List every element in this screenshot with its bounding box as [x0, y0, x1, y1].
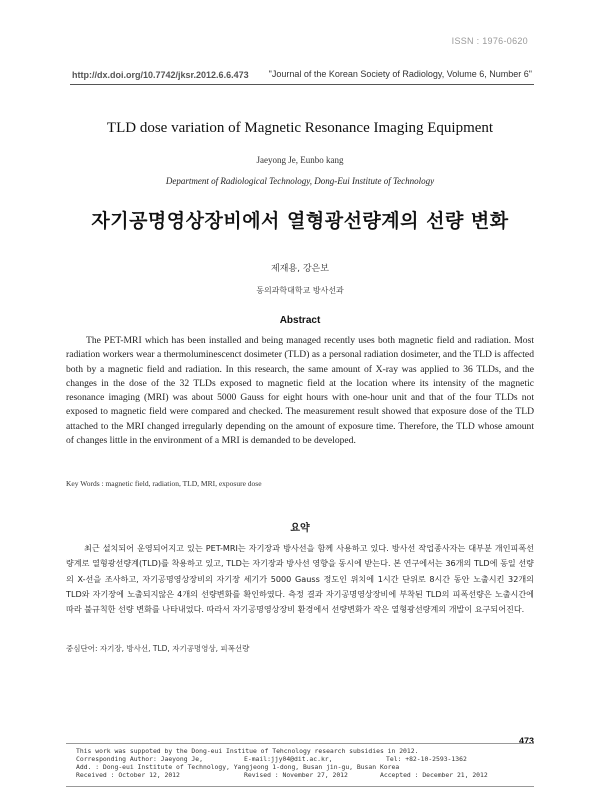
summary-heading-korean: 요약	[290, 523, 310, 534]
page-number: 473	[518, 736, 534, 746]
abstract-heading: Abstract	[279, 315, 321, 326]
journal-citation: "Journal of the Korean Society of Radiology, Volume 6, Number 6"	[268, 69, 532, 79]
funding-note: This work was suppoted by the Dong-eui Institue of Tehcnology research subsidies in 2012.	[76, 747, 419, 755]
received-date: Received : October 12, 2012	[76, 771, 180, 779]
department-korean: 동의과학대학교 방사선과	[256, 286, 344, 295]
corresponding-phone: Tel: +82-10-2593-1362	[386, 755, 467, 763]
paper-title-korean: 자기공명영상장비에서 열형광선량계의 선량 변화	[91, 210, 509, 232]
revised-date: Revised : November 27, 2012	[244, 771, 348, 779]
footnote-box	[66, 743, 534, 787]
keywords-english: Key Words : magnetic field, radiation, TLD, MRI, exposure dose	[66, 479, 262, 488]
corresponding-author: Corresponding Author: Jaeyong Je,	[76, 755, 203, 763]
corresponding-email: E-mail:jjy04@dit.ac.kr,	[244, 755, 333, 763]
keywords-korean: 중심단어: 자기장, 방사선, TLD, 자기공명영상, 피폭선량	[66, 644, 250, 653]
authors-english: Jaeyong Je, Eunbo kang	[256, 155, 344, 165]
authors-korean: 제재용, 강은보	[271, 264, 329, 274]
issn-label: ISSN : 1976-0620	[451, 36, 528, 46]
header-divider	[70, 84, 534, 85]
abstract-text: The PET-MRI which has been installed and being managed recently uses both magnetic field and radiation. Most radiation workers wear a thermoluminescenct dosimeter (TLD) as a personal radiation dosimeter, and the TLD is affected both by a magnetic field and radiation. In this research, the same amount of X-ray was applied to 36 TLDs, and the changes in the dose of the 32 TLDs exposed to magnetic field at the location where its intensity of the magnetic resonance imaging (MRI) was about 5000 Gauss for eight hours with one-hour unit and that of the four TLDs not exposed to magnetic field were compared and checked. The measurement result showed that exposure dose of the TLD attached to the MRI changed irregularly depending on the amount of exposure time. Therefore, the TLD whose amount of changes little in the environment of a MRI is demanded to be developed.	[66, 335, 534, 447]
doi-link[interactable]: http://dx.doi.org/10.7742/jksr.2012.6.6.473	[72, 70, 249, 80]
author-address: Add. : Dong-eui Institute of Technology, Yangjeong 1-dong, Busan jin-gu, Busan Korea	[76, 763, 400, 771]
paper-title-english: TLD dose variation of Magnetic Resonance Imaging Equipment	[106, 120, 494, 136]
accepted-date: Accepted : December 21, 2012	[380, 771, 488, 779]
department-english: Department of Radiological Technology, Dong-Eui Institute of Technology	[165, 176, 435, 186]
summary-text-korean: 최근 설치되어 운영되어지고 있는 PET-MRI는 자기장과 방사선을 함께 사용하고 있다. 방사선 작업종사자는 대부분 개인피폭선량계로 열형광선량계(TLD)를 착용하고 있고, TLD는 자기장과 방사선 영향을 동시에 받는다. 본 연구에서는 36개의 TLD에 동일 선량의 X-선을 조사하고, 자기공명영상장비의 자기장 세기가 5000 Gauss 정도인 위치에 1시간 단위로 8시간 동안 노출시킨 32개의 TLD와 자기장에 노출되지않은 4개의 선량변화를 확인하였다. 측정 결과 자기공명영상장비에 부착된 TLD의 피폭선량은 노출시간에 따라 불규칙한 선량 변화를 나타내었다. 따라서 자기공명영상장비 환경에서 선량변화가 작은 열형광선량계의 개발이 요구되어진다.	[66, 543, 534, 615]
